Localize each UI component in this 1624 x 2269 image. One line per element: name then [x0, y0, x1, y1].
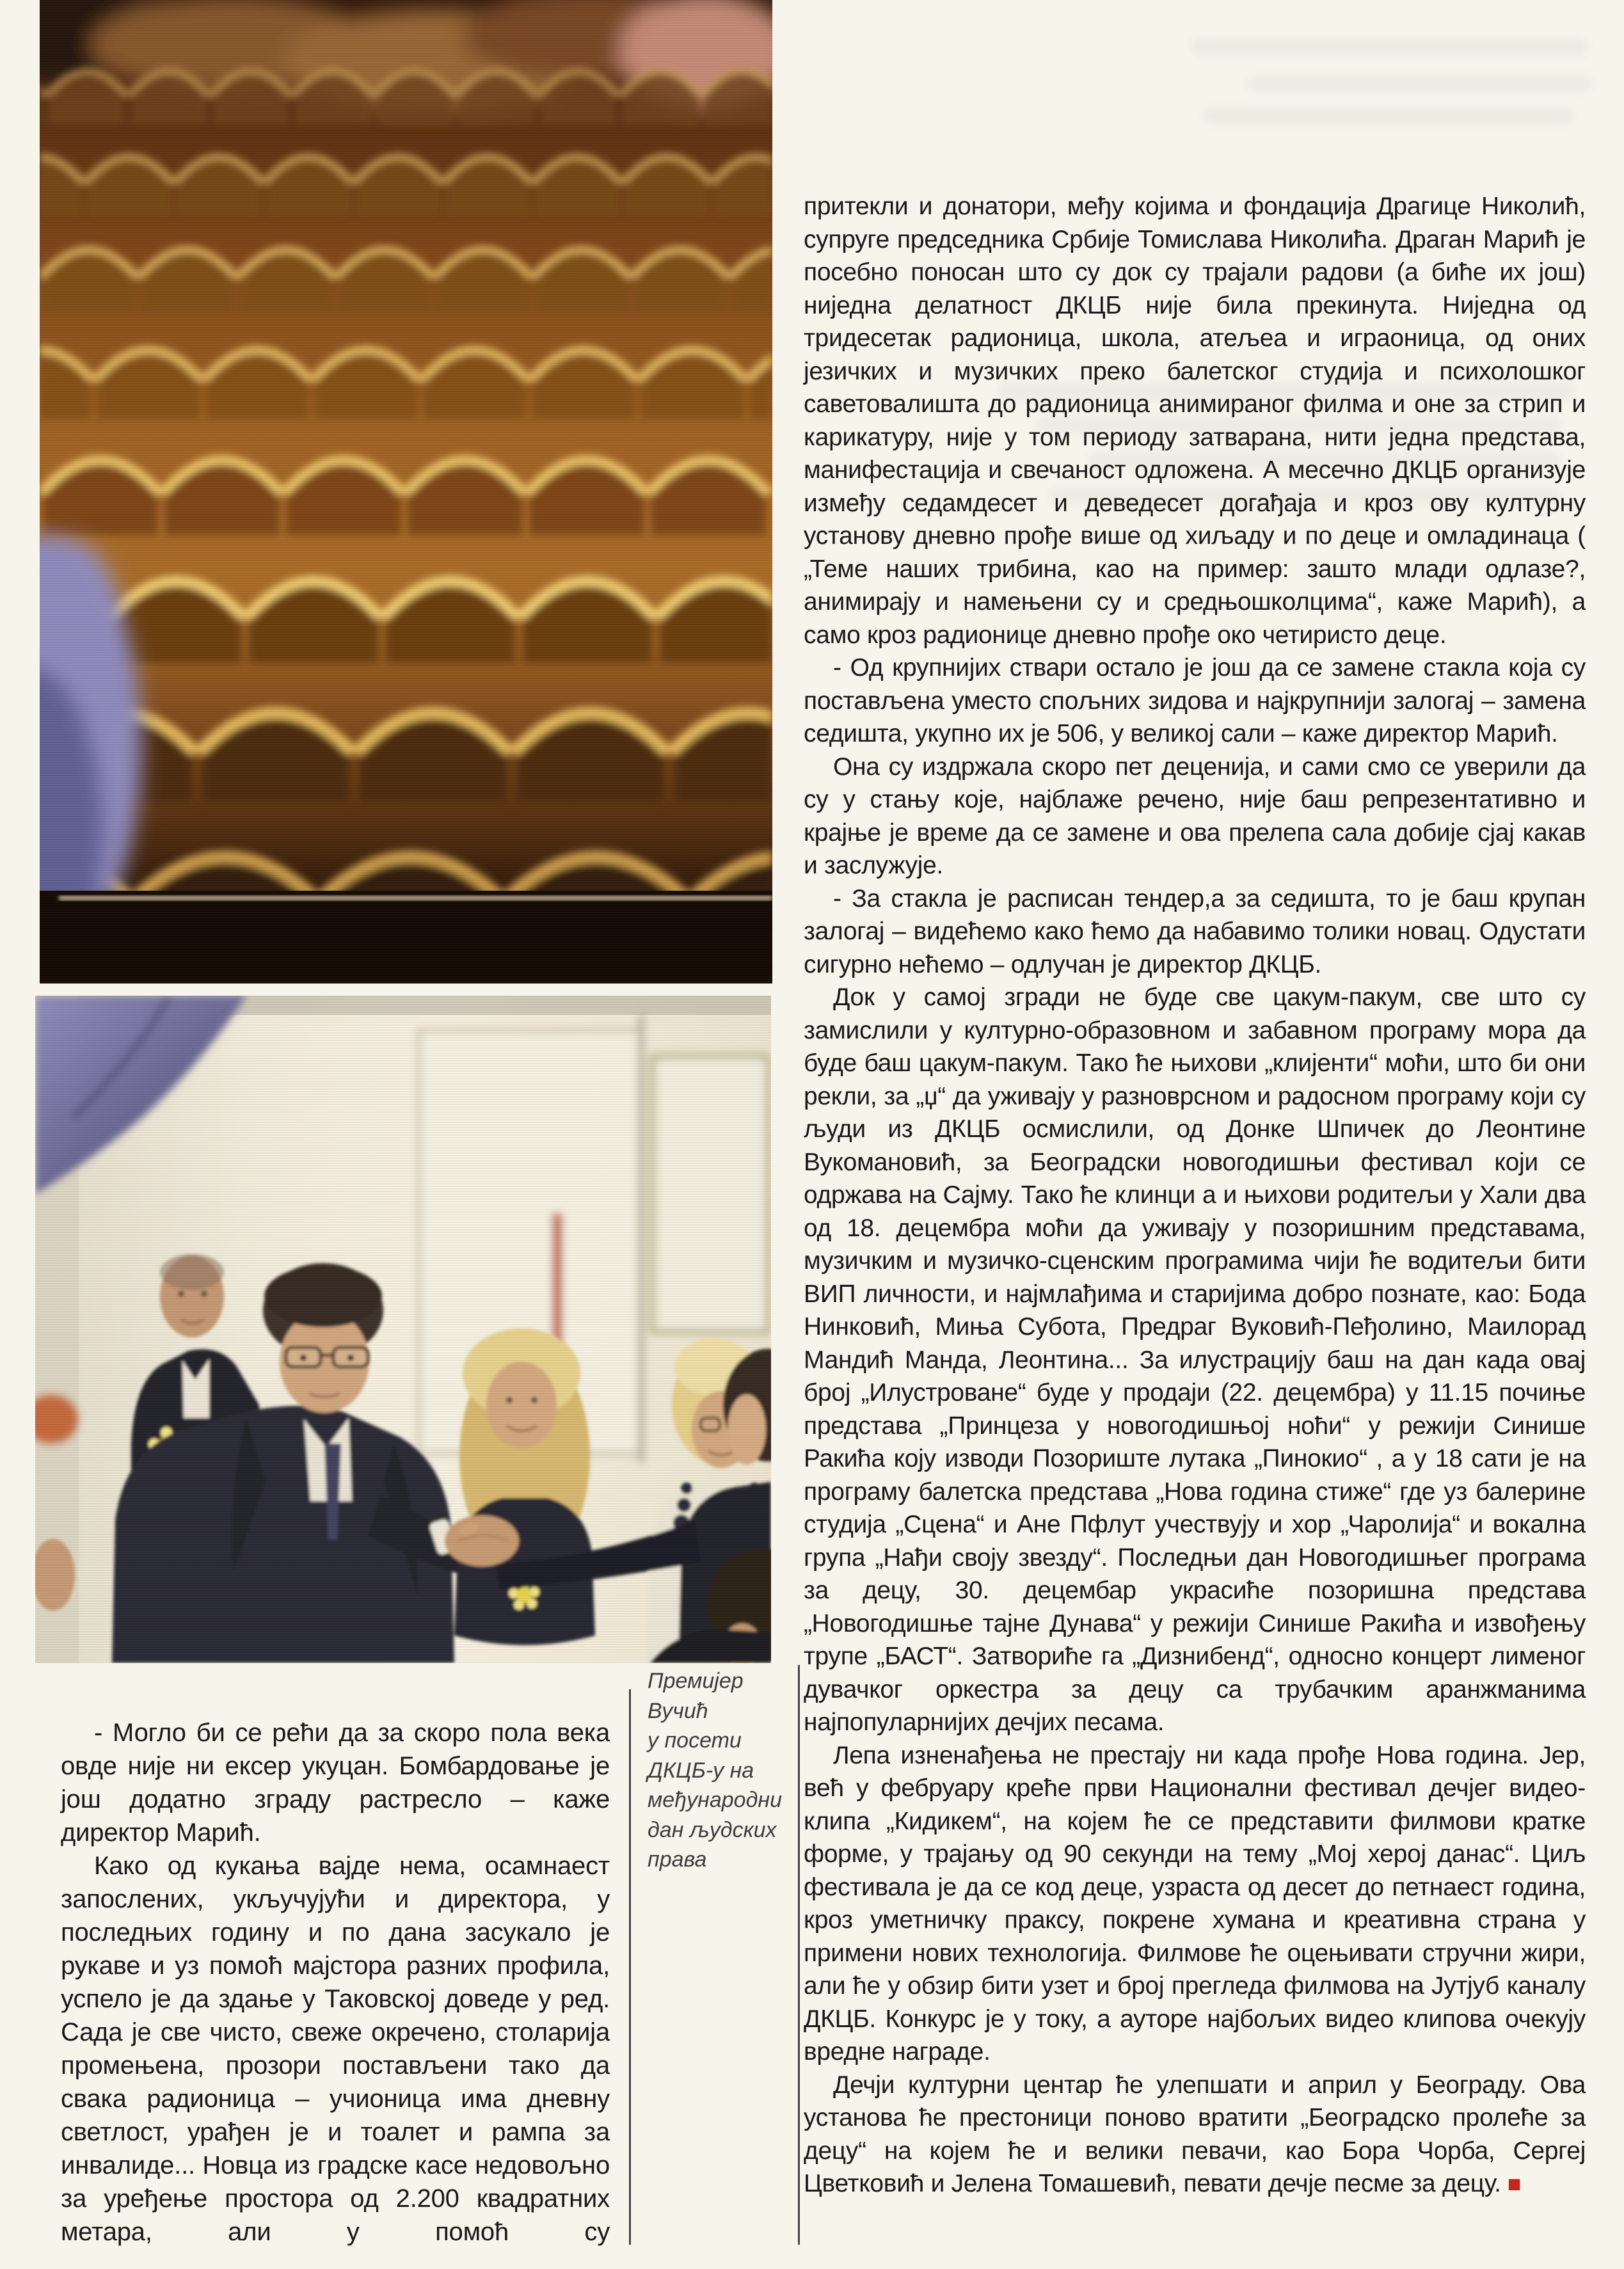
- caption-line: ДКЦБ-у на: [648, 1758, 754, 1783]
- left-text-column: [61, 1716, 610, 2249]
- body-paragraph: Како од кукања вајде нема, осамнаест запослених, укључујући и директора, у последњих годину и по дана засукало је рукаве и уз помоћ мајстора разних профила, успело је да здање у Таковској доведе у ред. Сада је све чисто, свеже окречено, столарија промењена, прозори постављени тако да свака радионица – учионица има дневну светлост, урађен је и тоалет и рампа за инвалиде... Новца из градске касе недовољно за уређење простора од 2.200 квадратних метара, али у помоћ су: [61, 1852, 610, 2246]
- official-visit-illustration: [35, 996, 771, 1663]
- body-paragraph: - За стакла је расписан тендер,а за седишта, то је баш крупан залогај – видећемо како ћемо да набавимо толики новац. Одустати сигурно нећемо – одлучан је директор ДКЦБ.: [804, 884, 1586, 978]
- column-rule-right: [798, 1665, 800, 2245]
- official-visit-photo: [35, 996, 771, 1663]
- print-bleedthrough: [1191, 37, 1588, 56]
- photo-caption: [648, 1666, 795, 1875]
- body-paragraph: [804, 2069, 1586, 2201]
- caption-line: Вучић: [648, 1698, 708, 1723]
- stage-edge: [40, 891, 772, 983]
- auditorium-seats-illustration: [40, 0, 772, 983]
- auditorium-seats-photo: [40, 0, 772, 983]
- seat-rows: [40, 42, 772, 952]
- caption-line: Премијер: [648, 1669, 744, 1693]
- caption-line: међународни: [648, 1788, 782, 1812]
- right-text-column: [804, 190, 1586, 2201]
- print-bleedthrough: [1203, 107, 1574, 124]
- column-rule-left: [629, 1689, 631, 2245]
- body-paragraph: - Могло би се рећи да за скоро пола века овде није ни ексер укуцан. Бомбардовање је још додатно зграду растресло – каже директор Марић.: [61, 1719, 610, 1847]
- caption-line: дан људских: [648, 1817, 777, 1842]
- caption-line: права: [648, 1847, 707, 1872]
- body-paragraph: Лепа изненађења не престају ни када прође Нова година. Јер, већ у фебруару креће први Национални фестивал дечјег видео-клипа „Кидикем“, на којем ће се представити филмови кратке форме, у трајању од 90 секунди на тему „Мој херој данас“. Циљ фестивала је да се код деце, узраста од десет до петнаест година, кроз уметничку праксу, покрене хумана и креативна страна у примени нових технологија. Филмове ће оцењивати стручни жири, али ће у обзир бити узет и број прегледа филмова на Јутјуб каналу ДКЦБ. Конкурс је у току, а ауторе најбољих видео клипова очекују вредне награде.: [804, 1741, 1586, 2066]
- article-end-mark: ■: [1507, 2170, 1522, 2197]
- print-bleedthrough: [1248, 76, 1593, 92]
- caption-line: у посети: [648, 1728, 742, 1753]
- paragraph-text: Дечји културни центар ће улепшати и април у Београду. Ова установа ће престоници поново вратити „Београдско пролеће за децу“ на којем ће и велики певачи, као Бора Чорба, Сергеј Цветковић и Јелена Томашевић, певати дечје песме за децу.: [804, 2071, 1586, 2197]
- blonde-woman-center: [454, 1328, 595, 1645]
- body-paragraph: - Од крупнијих ствари остало је још да се замене стакла која су постављена уместо спољних зидова и најкрупнији залогај – замена седишта, укупно их је 506, у великој сали – каже директор Марић.: [804, 654, 1586, 747]
- body-paragraph: притекли и донатори, међу којима и фондација Драгице Николић, супруге председника Србије Томислава Николића. Драган Марић је посебно поносан што су док су трајали радови (а биће их још) ниједна делатност ДКЦБ није била прекинута. Ниједна од тридесетак радионица, школа, атељеа и играоница, од оних језичких и музичких преко балетског студија и психолошког саветовалишта до радионица анимираног филма и оне за стрип и карикатуру, није у том периоду затварана, нити једна представа, манифестација и свечаност одложена. А месечно ДКЦБ организује између седамдесет и деведесет догађаја и кроз ову културну установу дневно прође више од хиљаду и по деце и омладинаца ( „Теме наших трибина, као на пример: зашто млади одлазе?, анимирају и намењени су и средњошколцима“, каже Марић), а само кроз радионице дневно прође око четиристо деце.: [804, 193, 1586, 649]
- body-paragraph: Док у самој згради не буде све цакум-пакум, све што су замислили у културно-образовном и забавном програму мора да буде баш цакум-пакум. Тако ће њихови „клијенти“ моћи, што би они рекли, за „џ“ да уживају у разноврсном и радосном програму који су људи из ДКЦБ осмислили, од Донке Шпичек до Леонтине Вукомановић, за Београдски новогодишњи фестивал који се одржава на Сајму. Тако ће клинци а и њихови родитељи у Хали два од 18. децембра моћи да уживају у позоришним представама, музичким и музичко-сценским програмима чији ће водитељи бити ВИП личности, и најмлађима и старијима добро познате, као: Бода Нинковић, Миња Субота, Предраг Вуковић-Пеђолино, Маилорад Мандић Манда, Леонтина... За илустрацију баш на дан када овај број „Илустроване“ буде у продаји (22. децембра) у 11.15 почиње представа „Принцеза у новогодишњој ноћи“ у режији Синише Ракића коју изводи Позориште лутака „Пинокио“ , а у 18 сати је на програму балетска представа „Нова година стиже“ где уз балерине студија „Сцена“ и Ане Пфлут учествују и хор „Чаролија“ и вокална група „Нађи своју звезду“. Последњи дан Новогодишњег програма за децу, 30. децембар украсиће позоришна представа „Новогодишње тајне Дунава“ у режији Синише Ракића и извођењу трупе „БАСТ“. Затвориће га „Дизнибенд“, односно концерт лименог дувачког оркестра за децу са трубачким аранжманима најпопуларнијих дечјих песама.: [804, 983, 1586, 1736]
- body-paragraph: Она су издржала скоро пет деценија, и сами смо се уверили да су у стању које, најблаже речено, није баш репрезентативно и крајње је време да се замене и ова прелепа сала добије сјај какав и заслужује.: [804, 752, 1586, 879]
